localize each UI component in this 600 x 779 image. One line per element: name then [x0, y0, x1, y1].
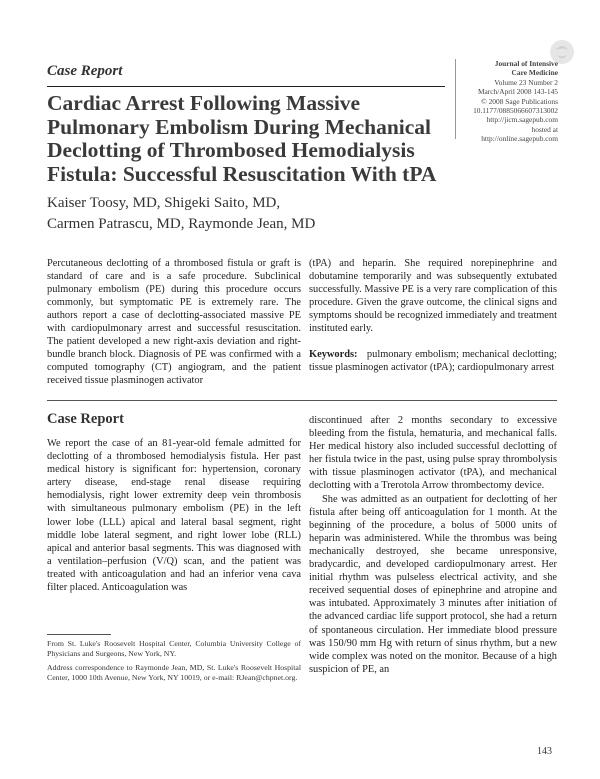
body-paragraph: She was admitted as an outpatient for declotting of her fistula after being off anticoagulation for 1 month. At the beginning of the procedure, a bolus of 5000 units of heparin was administered. While the thrombus was being mechanically destroyed, she became unresponsive, bradycardic, and developed cardiopulmonary arrest. Her initial rhythm was pulseless electrical activity, and she received sequential doses of epinephrine and atropine and was intubated. Approximately 3 minutes after initiation of the advanced cardiac life support protocol, she had a return of spontaneous circulation. Her immediate blood pressure was 150/90 mm Hg with return of sinus rhythm, but a new wide complex was noted on the monitor. Because of a high suspicion of PE, an — [309, 493, 557, 675]
journal-url[interactable]: http://jicm.sagepub.com — [486, 115, 558, 125]
journal-host-url[interactable]: http://online.sagepub.com — [481, 134, 558, 144]
authors-line-1: Kaiser Toosy, MD, Shigeki Saito, MD, — [47, 195, 281, 211]
body-section-heading: Case Report — [47, 411, 124, 427]
journal-volume: Volume 23 Number 2 — [494, 77, 558, 87]
journal-name-line1: Journal of Intensive — [494, 59, 558, 68]
journal-copyright: © 2008 Sage Publications — [481, 96, 558, 106]
body-paragraph: We report the case of an 81-year-old female admitted for declotting of a thrombosed hemodialysis fistula. Her past medical history is significant for: hypertension, coronary artery disease, end-stage renal disease requiring hemodialysis, right lower extremity deep vein thrombosis with simultaneous pulmonary embolism (PE) in the left lower lobe (LLL) apical and lateral basal segment, right middle lobe lateral segment, and right lower lobe (RLL) apical and anterior basal segments. This was diagnosed with a ventilation–perfusion (V/Q) scan, and the patient was treated with anticoagulation and had an inferior vena cava filter placed. Anticoagulation was — [47, 438, 301, 594]
journal-date-pages: March/April 2008 143-145 — [477, 87, 558, 97]
correspondence-footnote: Address correspondence to Raymonde Jean, MD, St. Luke's Roosevelt Hospital Center, 1000 10th Avenue, New York, NY 10019, or e-mail: RJean@chpnet.org. — [47, 663, 301, 682]
abstract-divider — [47, 400, 557, 401]
page-number: 143 — [537, 746, 552, 757]
keywords — [309, 348, 557, 374]
body-left-column — [47, 437, 301, 594]
keywords-label: Keywords: — [309, 349, 358, 361]
affiliation-footnote: From St. Luke's Roosevelt Hospital Center, Columbia University College of Physicians and Surgeons, New York, NY. — [47, 639, 301, 658]
body-paragraph: discontinued after 2 months secondary to excessive bleeding from the fistula, hematuria, and mechanical falls. Her medical history also included successful declotting of her fistula twice in the past, using pulse spray thrombolysis with tissue plasminogen activator (tPA), and mechanical declotting with a Trerotola Arrow thrombectomy device. — [309, 415, 557, 492]
abstract-text-left: Percutaneous declotting of a thrombosed fistula or graft is standard of care and is a safe procedure. Subclinical pulmonary embolism (PE) during this procedure occurs commonly, but symptomatic PE is extremely rare. The authors report a case of declotting-associated massive PE with cardiopulmonary arrest and successful resuscitation. The patient developed a new right-axis deviation and right-bundle branch block. Diagnosis of PE was confirmed with a computed tomography (CT) angiogram, and the patient received tissue plasminogen activator — [47, 258, 301, 387]
body-right-column — [309, 414, 557, 676]
journal-info — [458, 59, 558, 144]
header-rule — [47, 86, 445, 87]
journal-doi: 10.1177/0885066607313002 — [473, 106, 558, 116]
section-label: Case Report — [47, 63, 123, 79]
keywords-text: pulmonary embolism; mechanical declotting; tissue plasminogen activator (tPA); cardiopulmonary arrest — [309, 349, 557, 374]
author-list — [47, 193, 447, 235]
authors-line-2: Carmen Patrascu, MD, Raymonde Jean, MD — [47, 216, 316, 232]
footnotes — [47, 639, 301, 687]
article-title: Cardiac Arrest Following Massive Pulmonary Embolism During Mechanical Declotting of Thrombosed Hemodialysis Fistula: Successful Resuscitation With tPA — [47, 91, 437, 186]
abstract-left-column — [47, 257, 301, 387]
abstract-right-column — [309, 257, 557, 374]
journal-name-line2: Care Medicine — [511, 68, 558, 78]
abstract-text-right: (tPA) and heparin. She required norepinephrine and dobutamine temporarily and was subsequently extubated successfully. Massive PE is a very rare complication of this procedure. Given the grave outcome, the clinical signs and symptoms should be recognized immediately and treatment instituted early. — [309, 258, 557, 335]
journal-hosted-at: hosted at — [531, 124, 558, 134]
footnote-rule — [47, 634, 111, 635]
